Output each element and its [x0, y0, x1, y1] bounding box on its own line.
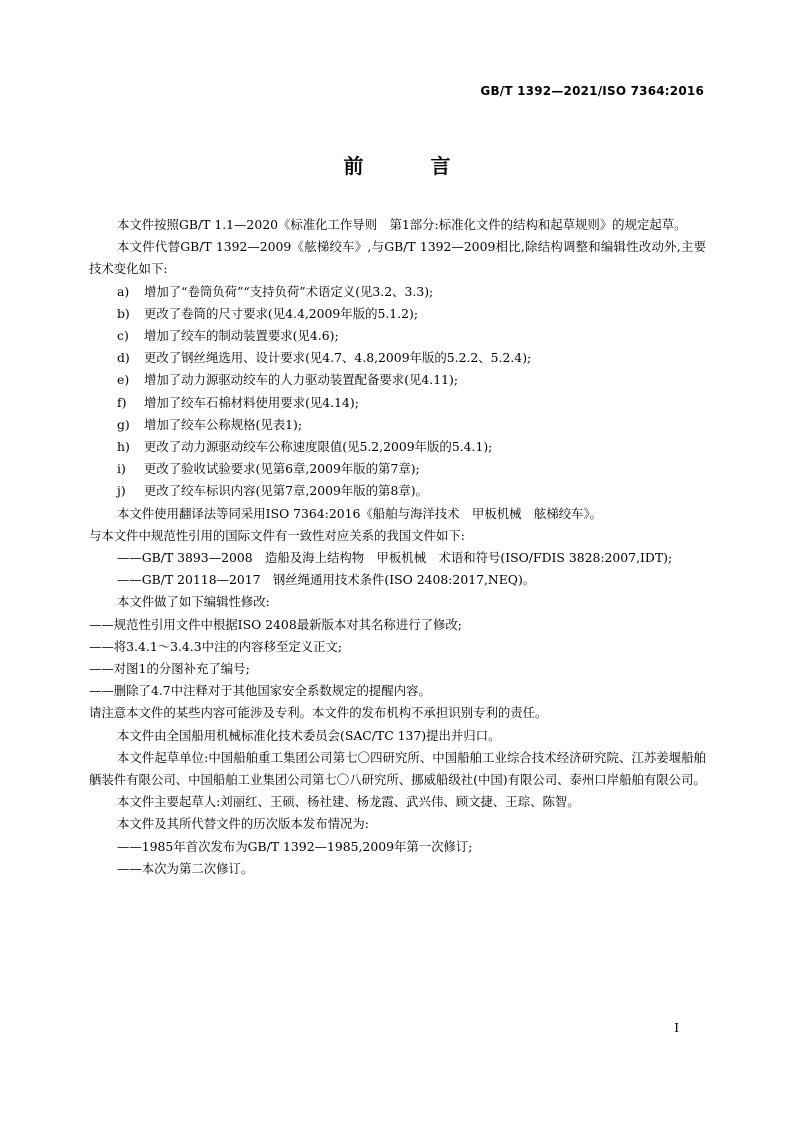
paragraph-references-intro: 与本文件中规范性引用的国际文件有一致性对应关系的我国文件如下:	[89, 527, 465, 543]
changes-list	[89, 281, 706, 503]
list-item	[89, 281, 706, 303]
list-marker: j)	[117, 483, 126, 499]
paragraph-drafting-rule: 本文件按照GB/T 1.1—2020《标准化工作导则 第1部分:标准化文件的结构和起草规则》的规定起草。	[117, 217, 687, 232]
edit-item: ——对图1的分图补充了编号;	[89, 661, 250, 677]
list-text: 更改了绞车标识内容(见第7章,2009年版的第8章)。	[144, 483, 428, 499]
history-item: ——本次为第二次修订。	[117, 860, 254, 876]
list-text: 更改了验收试验要求(见第6章,2009年版的第7章);	[144, 461, 420, 477]
history-item: ——1985年首次发布为GB/T 1392—1985,2009年第一次修订;	[117, 838, 473, 854]
list-text: 更改了卷筒的尺寸要求(见4.4,2009年版的5.1.2);	[144, 305, 419, 321]
list-text: 增加了“卷筒负荷”“支持负荷”术语定义(见3.2、3.3);	[144, 283, 434, 299]
list-item	[89, 414, 706, 436]
paragraph-edits-intro: 本文件做了如下编辑性修改:	[117, 594, 270, 610]
paragraph-replaces: 本文件代替GB/T 1392—2009《舷梯绞车》,与GB/T 1392—2009相比,除结构调整和编辑性改动外,主要技术变化如下:	[89, 239, 706, 277]
edit-item: ——规范性引用文件中根据ISO 2408最新版本对其名称进行了修改;	[89, 616, 462, 632]
document-body	[89, 214, 706, 880]
list-item	[89, 325, 706, 347]
list-item	[89, 347, 706, 369]
page-title: 前 言	[343, 154, 481, 178]
reference-item: ——GB/T 20118—2017 钢丝绳通用技术条件(ISO 2408:2017,NEQ)。	[117, 572, 536, 588]
list-marker: g)	[117, 416, 130, 432]
list-text: 增加了绞车公称规格(见表1);	[144, 416, 303, 432]
list-text: 更改了钢丝绳选用、设计要求(见4.7、4.8,2009年版的5.2.2、5.2.4);	[144, 350, 532, 366]
list-item	[89, 436, 706, 458]
paragraph-adoption: 本文件使用翻译法等同采用ISO 7364:2016《船舶与海洋技术 甲板机械 舷梯绞车》。	[117, 505, 603, 521]
standard-code: GB/T 1392—2021/ISO 7364:2016	[480, 84, 704, 98]
list-item	[89, 392, 706, 414]
list-marker: f)	[117, 394, 127, 410]
paragraph-proposer: 本文件由全国船用机械标准化技术委员会(SAC/TC 137)提出并归口。	[117, 727, 501, 743]
list-marker: d)	[117, 350, 130, 366]
paragraph-drafters: 本文件主要起草人:刘丽红、王硕、杨社建、杨龙霞、武兴伟、顾文捷、王琮、陈智。	[117, 794, 580, 810]
list-marker: a)	[117, 283, 130, 299]
edit-item: ——将3.4.1～3.4.3中注的内容移至定义正文;	[89, 638, 343, 654]
paragraph-history-intro: 本文件及其所代替文件的历次版本发布情况为:	[117, 816, 369, 832]
list-item	[89, 303, 706, 325]
list-item	[89, 480, 706, 502]
list-item	[89, 458, 706, 480]
list-text: 更改了动力源驱动绞车公称速度限值(见5.2,2009年版的5.4.1);	[144, 439, 493, 455]
list-marker: i)	[117, 461, 126, 477]
edit-item: ——删除了4.7中注释对于其他国家安全系数规定的提醒内容。	[89, 683, 431, 699]
list-marker: h)	[117, 439, 130, 455]
list-marker: e)	[117, 372, 130, 388]
list-text: 增加了动力源驱动绞车的人力驱动装置配备要求(见4.11);	[144, 372, 459, 388]
list-text: 增加了绞车石棉材料使用要求(见4.14);	[144, 394, 359, 410]
reference-item: ——GB/T 3893—2008 造船及海上结构物 甲板机械 术语和符号(ISO/FDIS 3828:2007,IDT);	[117, 550, 673, 566]
page-number: I	[674, 1021, 679, 1035]
list-marker: b)	[117, 305, 130, 321]
paragraph-drafting-units: 本文件起草单位:中国船舶重工集团公司第七〇四研究所、中国船舶工业综合技术经济研究院、江苏姜堰船舶舾装件有限公司、中国船舶工业集团公司第七〇八研究所、挪威船级社(中国)有限公司、泰州口岸船舶有限公司。	[89, 749, 706, 788]
list-item	[89, 369, 706, 391]
paragraph-patent-notice: 请注意本文件的某些内容可能涉及专利。本文件的发布机构不承担识别专利的责任。	[89, 705, 548, 721]
list-text: 增加了绞车的制动装置要求(见4.6);	[144, 328, 339, 344]
list-marker: c)	[117, 328, 129, 344]
